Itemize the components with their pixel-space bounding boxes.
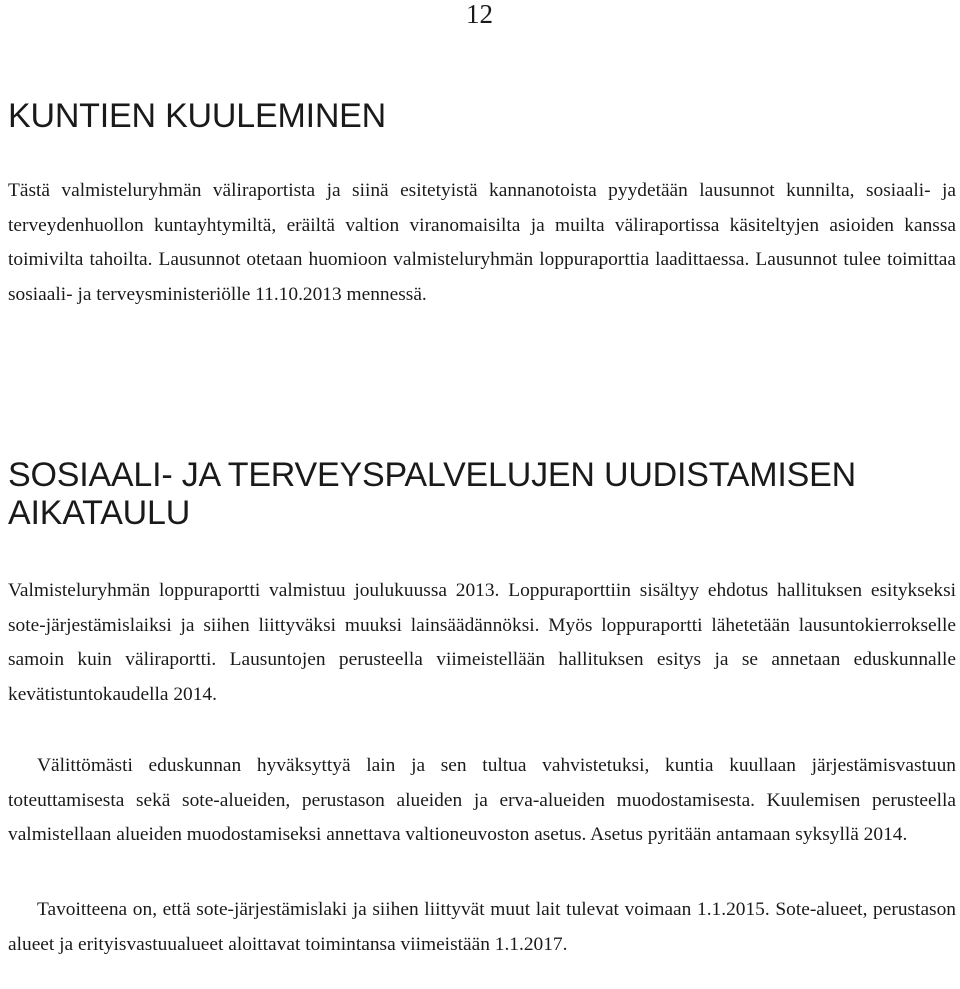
paragraph-lausunnot: Tästä valmisteluryhmän väliraportista ja siinä esitetyistä kannanotoista pyydetään lausunnot kunnilta, sosiaali- ja terveydenhuollon kuntayhtymiltä, eräiltä valtion viranomaisilta ja muilta väliraportissa käsiteltyjen asioiden kanssa toimivilta tahoilta. Lausunnot otetaan huomioon valmisteluryhmän loppuraporttia laadittaessa. Lausunnot tulee toimittaa sosiaali- ja terveysministeriölle 11.10.2013 mennessä. [8, 180, 956, 305]
paragraph-loppuraportti: Valmisteluryhmän loppuraportti valmistuu joulukuussa 2013. Loppuraporttiin sisältyy ehdotus hallituksen esitykseksi sote-järjestämislaiksi ja siihen liittyväksi muuksi lainsäädännöksi. Myös loppuraportti lähetetään lausuntokierrokselle samoin kuin väliraportti. Lausuntojen perusteella viimeistellään hallituksen esitys ja se annetaan eduskunnalle kevätistuntokaudella 2014. [8, 580, 956, 705]
section-heading-aikataulu: SOSIAALI- JA TERVEYSPALVELUJEN UUDISTAMISEN AIKATAULU [8, 456, 856, 532]
paragraph-kuuleminen: Välittömästi eduskunnan hyväksyttyä lain ja sen tultua vahvistetuksi, kuntia kuullaan järjestämisvastuun toteuttamisesta sekä sote-alueiden, perustason alueiden ja erva-alueiden muodostamisesta. Kuulemisen perusteella valmistellaan alueiden muodostamiseksi annettava valtioneuvoston asetus. Asetus pyritään antamaan syksyllä 2014. [8, 755, 956, 846]
page-number: 12 [466, 0, 493, 29]
paragraph-tavoitteena: Tavoitteena on, että sote-järjestämislaki ja siihen liittyvät muut lait tulevat voimaan 1.1.2015. Sote-alueet, perustason alueet ja erityisvastuualueet aloittavat toimintansa viimeistään 1.1.2017. [8, 899, 956, 955]
section-heading-kuntien-kuuleminen: KUNTIEN KUULEMINEN [8, 97, 387, 135]
